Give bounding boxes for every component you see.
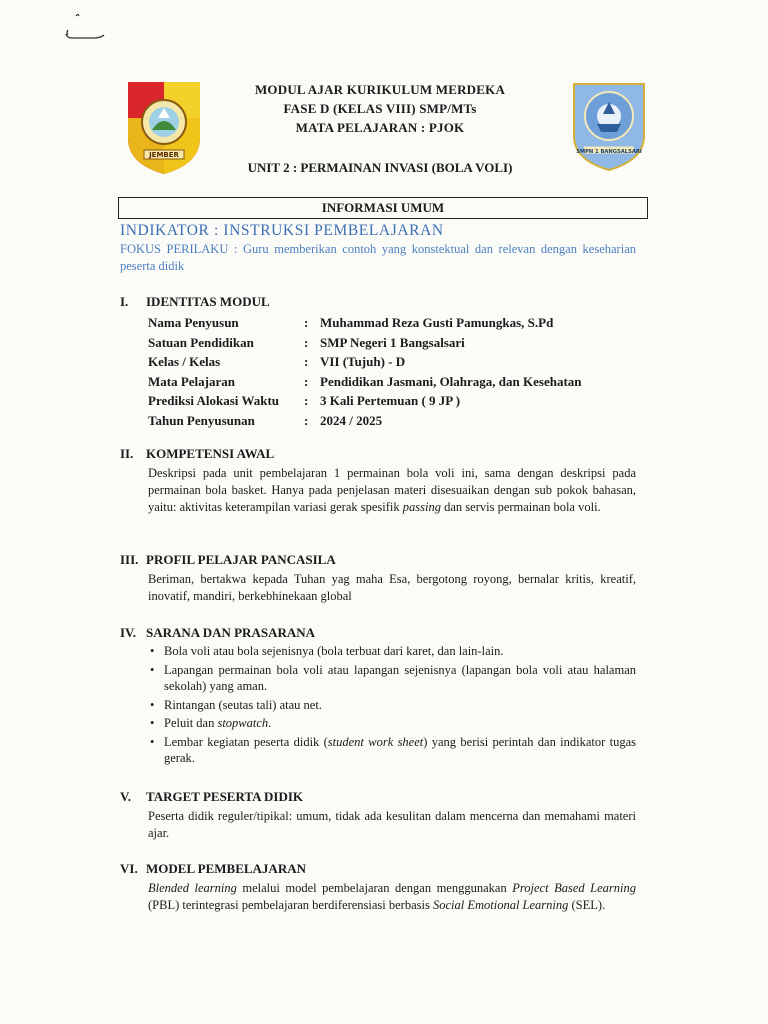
section-6-text-2: (PBL) terintegrasi pembelajaran berdiferensiasi berbasis [148,898,433,912]
section-6-em-1: Blended learning [148,881,237,895]
section-3-heading [120,552,336,568]
list-item-text: Bola voli atau bola sejenisnya (bola terbuat dari karet, dan lain-lain. [164,644,504,658]
section-5-paragraph: Peserta didik reguler/tipikal: umum, tidak ada kesulitan dalam mencerna dan memahami materi ajar. [148,809,636,840]
list-item-text: ) yang berisi perintah dan indikator tugas gerak. [164,734,637,765]
identity-row [148,354,582,374]
identity-colon: : [304,315,309,330]
identity-row [148,315,582,335]
bullet-icon: • [150,697,155,712]
section-3-paragraph: Beriman, bertakwa kepada Tuhan yag maha Esa, bergotong royong, bernalar kritis, kreatif, inovatif, mandiri, berkebhinekaan global [148,572,636,603]
section-2-text-b: dan servis permainan bola voli. [440,500,601,514]
section-6-number: VI. [120,861,138,876]
identity-key: Tahun Penyusunan [148,412,255,428]
section-2-number: II. [120,446,134,461]
list-item [148,715,636,732]
identity-colon: : [304,393,309,408]
identity-value: 3 Kali Pertemuan ( 9 JP ) [320,393,461,408]
school-emblem-logo [570,80,648,172]
identity-key: Mata Pelajaran [148,373,236,389]
list-item-emphasis: stopwatch [217,716,269,730]
list-item-text: Peluit dan [164,716,218,730]
list-item-text: Rintangan (seutas tali) atau net. [164,697,322,712]
identity-colon: : [304,412,309,428]
equipment-list [148,643,636,769]
section-4-heading [120,625,315,641]
identity-key: Satuan Pendidikan [148,334,254,350]
identity-value: Pendidikan Jasmani, Olahraga, dan Kesehatan [320,373,582,389]
indikator-heading: INDIKATOR : INSTRUKSI PEMBELAJARAN [120,222,444,239]
section-2-title: KOMPETENSI AWAL [146,446,275,461]
section-6-title: MODEL PEMBELAJARAN [146,861,306,876]
document-header [200,80,560,137]
unit-title: UNIT 2 : PERMAINAN INVASI (BOLA VOLI) [247,160,513,175]
section-3-title: PROFIL PELAJAR PANCASILA [146,552,336,567]
list-item-text: Lembar kegiatan peserta didik ( [164,734,328,749]
list-item-emphasis: student work sheet [327,734,424,749]
identity-key: Kelas / Kelas [148,354,221,369]
identity-colon: : [304,354,309,369]
section-6-heading [120,861,306,877]
list-item [148,643,636,660]
identity-key: Prediksi Alokasi Waktu [148,393,280,408]
fokus-perilaku: FOKUS PERILAKU : Guru memberikan contoh yang konstektual dan relevan dengan keseharian peserta didik [120,242,636,273]
jember-crest-logo [124,78,204,176]
list-item-text: Lapangan permainan bola voli atau lapangan sejenisnya (lapangan bola voli atau halaman sekolah) yang aman. [164,662,636,693]
list-item [148,662,636,695]
identity-key: Nama Penyusun [148,315,239,330]
section-2-text-a: Deskripsi pada unit pembelajaran 1 permainan bola voli ini, sama dengan deskripsi pada permainan bola basket. Hanya pada penjelasan materi disesuaikan dengan sub pokok bahasan, yaitu: aktivitas keterampilan variasi gerak spesifik [148,466,636,514]
section-2-heading [120,446,274,462]
identity-colon: : [304,373,309,389]
section-6-text-1: melalui model pembelajaran dengan menggunakan [236,881,513,895]
identity-row [148,413,582,433]
identity-value: VII (Tujuh) - D [320,354,406,369]
identity-value: 2024 / 2025 [320,412,383,428]
section-5-number: V. [120,789,131,804]
header-line-3: MATA PELAJARAN : PJOK [295,120,465,135]
section-1-heading [120,294,270,310]
bullet-icon: • [150,734,155,749]
bullet-icon: • [150,716,155,730]
identity-value: SMP Negeri 1 Bangsalsari [320,334,465,350]
section-5-heading [120,789,303,805]
section-6-em-2: Project Based Learning [512,881,636,895]
header-line-2: FASE D (KELAS VIII) SMP/MTs [283,101,477,116]
list-item [148,734,636,767]
header-line-1: MODUL AJAR KURIKULUM MERDEKA [254,82,506,97]
bullet-icon: • [150,662,155,677]
section-3-number: III. [120,552,139,567]
pen-mark [62,10,110,44]
info-box: INFORMASI UMUM [118,197,648,219]
list-item-text: . [268,716,272,730]
list-item [148,697,636,714]
section-6-paragraph [148,880,636,914]
section-6-em-3: Social Emotional Learning [432,898,569,912]
identity-row [148,335,582,355]
section-1-number: I. [120,294,129,309]
bullet-icon: • [150,644,155,658]
section-4-title: SARANA DAN PRASARANA [146,625,316,640]
section-4-number: IV. [120,625,137,640]
section-6-text-3: (SEL). [568,898,606,912]
jember-crest-text: JEMBER [149,151,179,159]
school-emblem-text: SMPN 1 BANGSALSARI [576,149,642,155]
section-1-title: IDENTITAS MODUL [146,294,270,309]
identity-value: Muhammad Reza Gusti Pamungkas, S.Pd [320,315,554,330]
identity-row [148,393,582,413]
section-5-title: TARGET PESERTA DIDIK [146,789,304,804]
identity-table [148,315,582,432]
identity-colon: : [304,334,309,350]
section-2-text-em: passing [402,500,441,514]
section-2-paragraph [148,465,636,516]
identity-row [148,374,582,394]
